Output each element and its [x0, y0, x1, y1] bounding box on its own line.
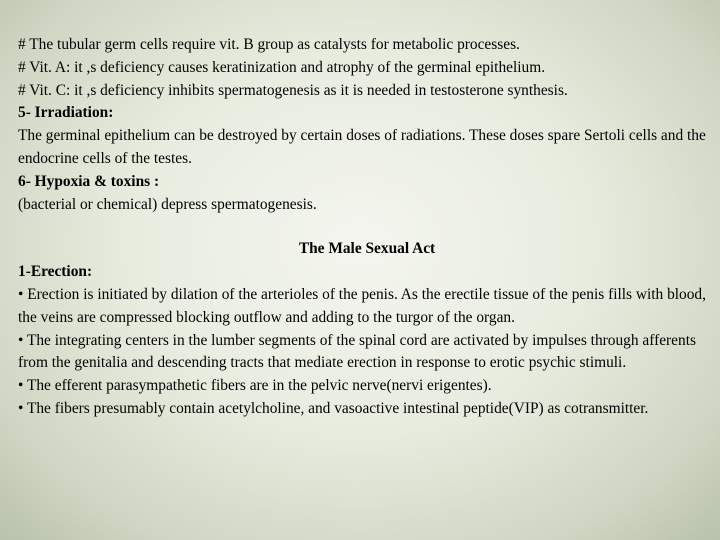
vit-b-line: # The tubular germ cells require vit. B group as catalysts for metabolic processes.	[18, 36, 520, 53]
erection-bullet-2: • The integrating centers in the lumber segments of the spinal cord are activated by impulses through afferents from the genitalia and descending tracts that mediate erection in response to erotic psychic stimuli.	[18, 331, 696, 372]
section-spacer	[18, 216, 706, 238]
hypoxia-paragraph: (bacterial or chemical) depress spermatogenesis.	[18, 195, 317, 213]
section-title: The Male Sexual Act	[298, 240, 436, 258]
vit-a-line: # Vit. A: it ,s deficiency causes keratinization and atrophy of the germinal epithelium.	[18, 58, 546, 76]
irradiation-paragraph: The germinal epithelium can be destroyed by certain doses of radiations. These doses spare Sertoli cells and the endocrine cells of the testes.	[18, 127, 706, 167]
erection-bullet-1: • Erection is initiated by dilation of the arterioles of the penis. As the erectile tissue of the penis fills with blood, the veins are compressed blocking outflow and adding to the turgor of the organ.	[18, 285, 706, 326]
erection-bullet-3: • The efferent parasympathetic fibers are in the pelvic nerve(nervi erigentes).	[18, 377, 492, 395]
hypoxia-heading: 6- Hypoxia & toxins :	[18, 172, 160, 190]
erection-heading: 1-Erection:	[18, 263, 93, 281]
vit-c-line: # Vit. C: it ,s deficiency inhibits spermatogenesis as it is needed in testosterone synthesis.	[18, 81, 568, 99]
erection-bullet-4: • The fibers presumably contain acetylcholine, and vasoactive intestinal peptide(VIP) as cotransmitter.	[18, 399, 649, 417]
irradiation-heading: 5- Irradiation:	[18, 104, 114, 122]
